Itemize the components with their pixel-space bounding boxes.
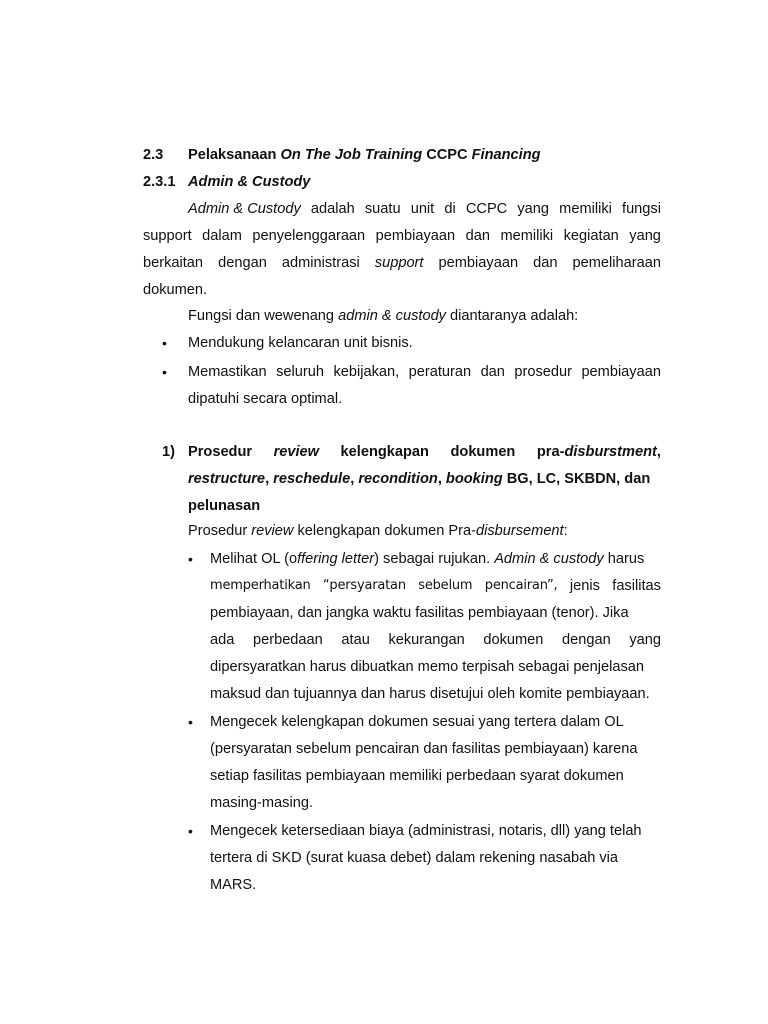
word: kelengkapan	[340, 444, 429, 460]
list-item-continuation: tertera di SKD (surat kuasa debet) dalam rekening nasabah via	[210, 850, 619, 866]
procedure-number: 1)	[162, 444, 175, 460]
word: dokumen	[450, 444, 516, 460]
list-item-continuation	[210, 577, 661, 595]
text-run: ffering letter	[297, 551, 375, 567]
word: kebijakan,	[333, 364, 400, 380]
section-number: 2.3	[143, 147, 164, 163]
word: pembiayaan	[438, 255, 519, 271]
word: memiliki	[500, 228, 554, 244]
bullet-icon: •	[162, 364, 167, 380]
word: dengan	[218, 255, 267, 271]
procedure-title-line	[188, 443, 661, 461]
text-run: BG, LC, SKBDN, dan	[502, 471, 651, 487]
list-item: Mendukung kelancaran unit bisnis.	[188, 335, 413, 351]
section-title	[188, 146, 541, 164]
word: memperhatikan	[210, 578, 311, 593]
text-run: Admin & custody	[494, 551, 604, 567]
bullet-icon: •	[162, 335, 167, 351]
text-run: diantaranya adalah:	[445, 308, 579, 324]
list-item-continuation: (persyaratan sebelum pencairan dan fasilitas pembiayaan) karena	[210, 741, 638, 757]
text-run: disburstment	[564, 444, 657, 460]
bullet-icon: •	[188, 551, 193, 567]
word: dalam	[202, 228, 242, 244]
list-item: Mengecek ketersediaan biaya (administrasi, notaris, dll) yang telah	[210, 823, 642, 839]
text-run: kelengkapan dokumen Pra-	[293, 523, 476, 539]
text-run: restructure	[188, 471, 266, 487]
procedure-intro	[188, 522, 568, 540]
word: kegiatan	[563, 228, 619, 244]
word: dan	[533, 255, 558, 271]
word: di	[444, 201, 456, 217]
word: Prosedur	[188, 444, 253, 460]
section-title-part: Financing	[471, 147, 541, 163]
word: perbedaan	[252, 632, 323, 648]
word: adalah	[310, 201, 355, 217]
word: atau	[341, 632, 370, 648]
list-item-continuation: dipersyaratkan harus dibuatkan memo terpisah sebagai penjelasan	[210, 659, 645, 675]
procedure-title-line: pelunasan	[188, 498, 261, 514]
word: “persyaratan	[322, 578, 406, 593]
text-run: :	[563, 523, 568, 539]
text-run: ,	[437, 471, 446, 487]
word: pembiayaan	[375, 228, 456, 244]
section-title-part: Pelaksanaan	[188, 147, 277, 163]
list-item-continuation: setiap fasilitas pembiayaan memiliki perbedaan syarat dokumen	[210, 768, 624, 784]
word: pemeliharaan	[572, 255, 661, 271]
text-run: ,	[350, 471, 359, 487]
word: support	[143, 228, 192, 244]
word: fasilitas	[612, 578, 661, 594]
paragraph-line: dokumen.	[143, 282, 208, 298]
list-item-continuation: pembiayaan, dan jangka waktu fasilitas pembiayaan (tenor). Jika	[210, 605, 629, 621]
text-run: ,	[265, 471, 274, 487]
list-item	[188, 363, 661, 381]
list-item: Mengecek kelengkapan dokumen sesuai yang tertera dalam OL	[210, 714, 624, 730]
paragraph-line	[188, 200, 661, 218]
text-run: ) sebagai rujukan.	[374, 551, 495, 567]
word: kekurangan	[388, 632, 465, 648]
word: Memastikan	[188, 364, 267, 380]
word: sebelum	[418, 578, 473, 593]
list-item-continuation: dipatuhi secara optimal.	[188, 391, 343, 407]
text-run: harus	[603, 551, 645, 567]
word: pencairan”,	[484, 578, 558, 593]
text-run: admin & custody	[338, 308, 446, 324]
word: prosedur	[514, 364, 572, 380]
text-run: Melihat OL (o	[210, 551, 298, 567]
word: pembiayaan	[581, 364, 661, 380]
text-run: ,	[656, 444, 661, 460]
word: yang	[629, 228, 661, 244]
bullet-icon: •	[188, 823, 193, 839]
list-item-continuation: masing-masing.	[210, 795, 314, 811]
list-item-continuation	[210, 631, 661, 649]
text-run: pra-	[536, 444, 565, 460]
word: dengan	[562, 632, 611, 648]
list-item-continuation: maksud dan tujuannya dan harus disetujui oleh komite pembiayaan.	[210, 686, 650, 702]
text-run: disbursement	[476, 523, 564, 539]
word: fungsi	[622, 201, 661, 217]
section-title-part: CCPC	[426, 147, 468, 163]
word: Admin & Custody	[188, 201, 301, 217]
word: suatu	[364, 201, 401, 217]
list-item-continuation: MARS.	[210, 877, 257, 893]
word: administrasi	[281, 255, 360, 271]
word: penyelenggaraan	[252, 228, 366, 244]
word: yang	[517, 201, 550, 217]
word: review	[273, 444, 320, 460]
word: dokumen	[483, 632, 544, 648]
word: memiliki	[559, 201, 612, 217]
text-run: recondition	[358, 471, 438, 487]
text-run: booking	[445, 471, 503, 487]
word: CCPC	[465, 201, 508, 217]
subsection-title: Admin & Custody	[188, 174, 311, 190]
paragraph-line	[143, 254, 661, 272]
paragraph-line	[188, 307, 578, 325]
text-run: Fungsi dan wewenang	[188, 308, 339, 324]
word	[537, 443, 661, 461]
word: support	[374, 255, 424, 271]
text-run: Prosedur	[188, 523, 252, 539]
word: yang	[629, 632, 661, 648]
text-run: review	[251, 523, 294, 539]
list-item	[210, 550, 644, 568]
section-title-part: On The Job Training	[280, 147, 423, 163]
text-run: reschedule	[273, 471, 351, 487]
paragraph-line	[143, 227, 661, 245]
word: jenis	[569, 578, 600, 594]
procedure-title-line	[188, 470, 650, 488]
word: seluruh	[276, 364, 324, 380]
word: berkaitan	[143, 255, 204, 271]
word: ada	[210, 632, 235, 648]
subsection-number: 2.3.1	[143, 174, 176, 190]
word: dan	[465, 228, 490, 244]
word: dan	[480, 364, 505, 380]
bullet-icon: •	[188, 714, 193, 730]
word: peraturan	[408, 364, 472, 380]
word: unit	[410, 201, 435, 217]
